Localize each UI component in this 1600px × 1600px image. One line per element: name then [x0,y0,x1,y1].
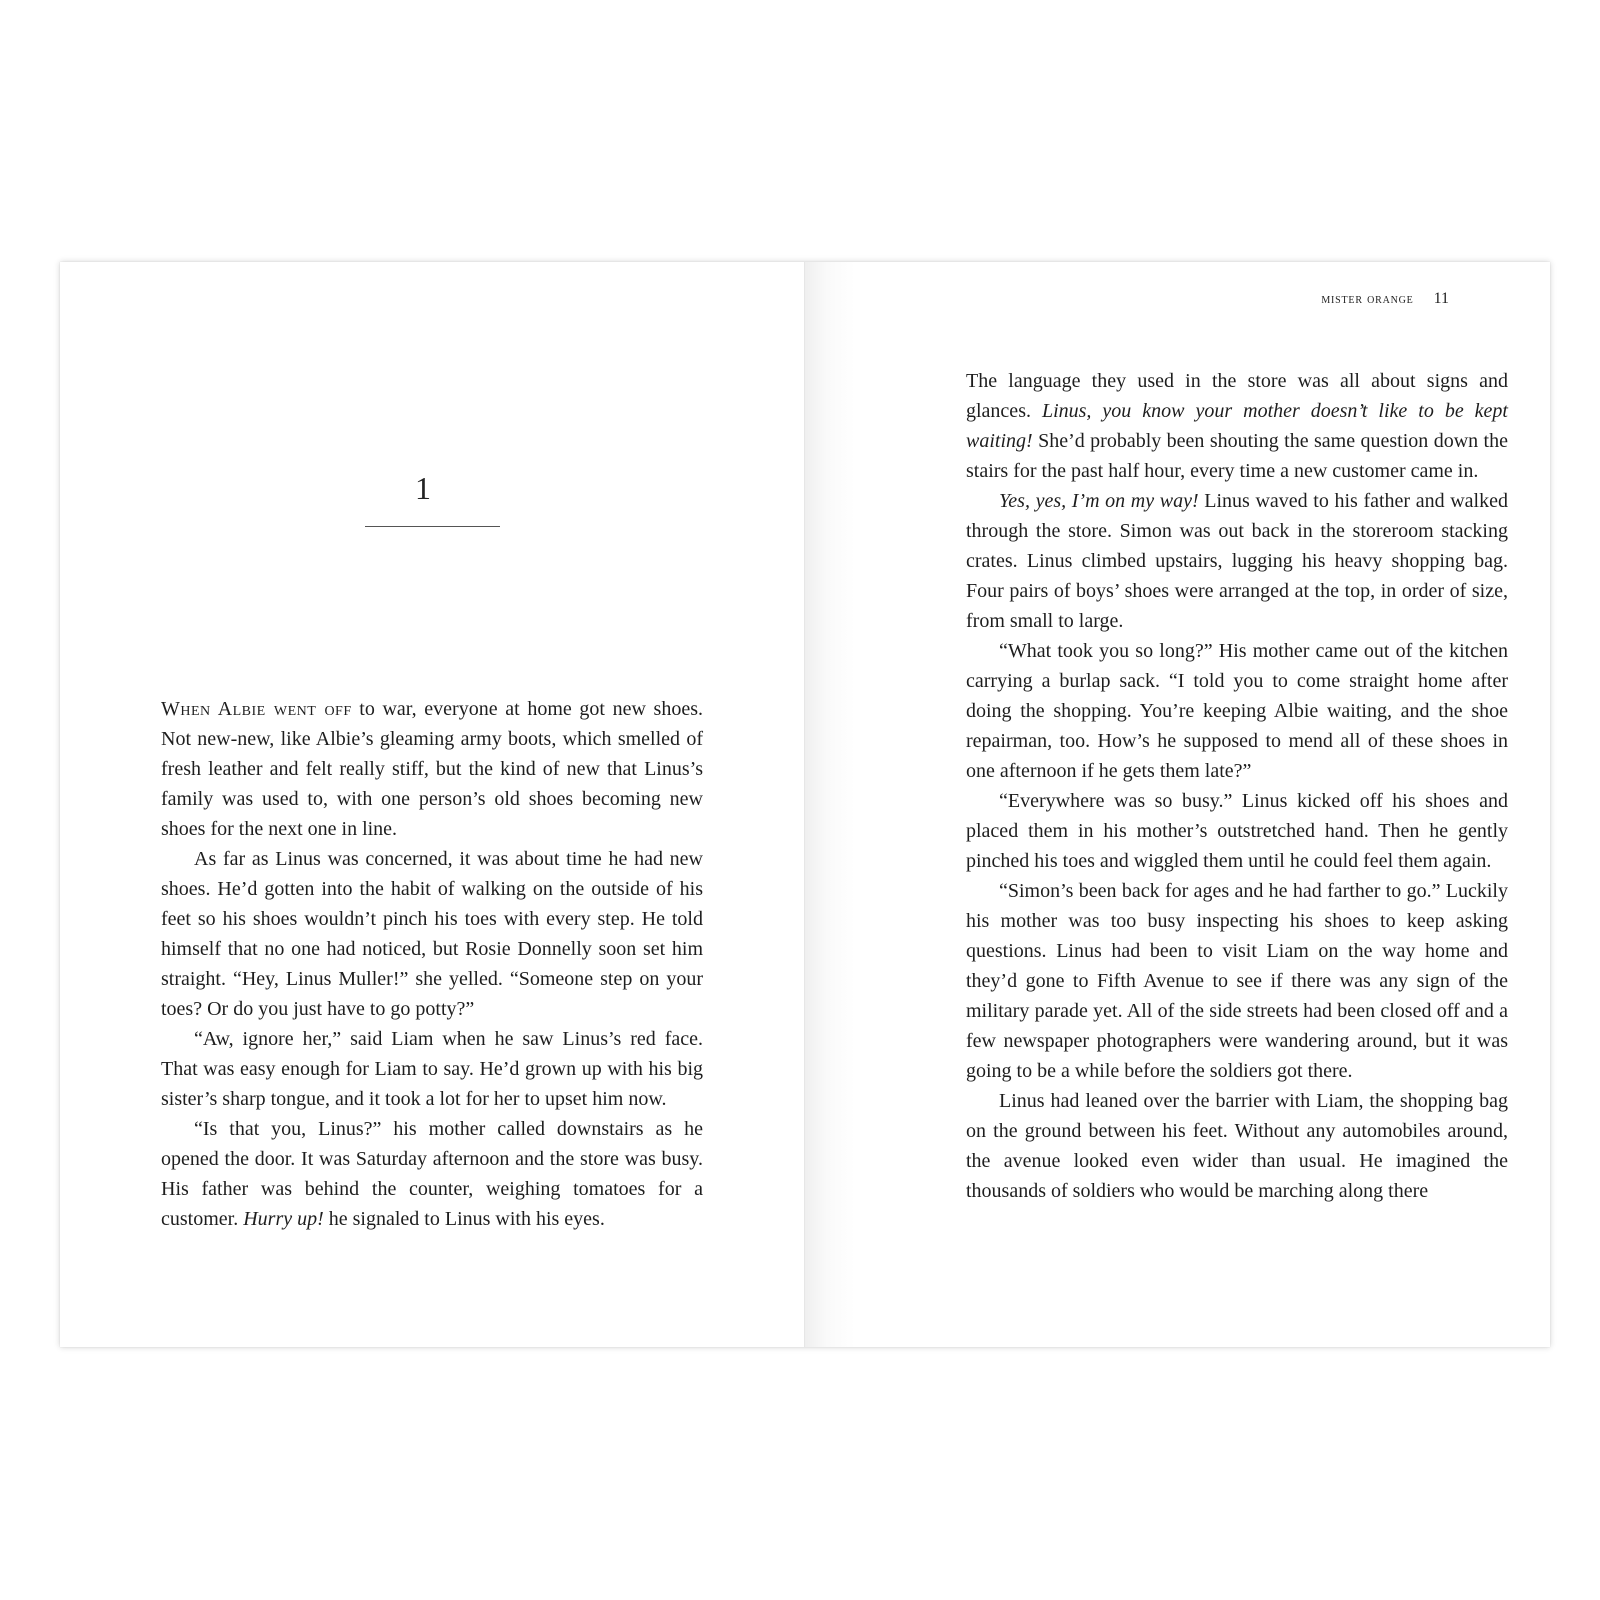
paragraph: “What took you so long?” His mother came out of the kitchen carrying a burlap sack. “I told you to come straight home after doing the shopping. You’re keeping Albie waiting, and the shoe repairman, too. How’s he supposed to mend all of these shoes in one afternoon if he gets them late?” [966,640,1508,782]
italic-text: Hurry up! [243,1208,324,1230]
paragraph: “Simon’s been back for ages and he had farther to go.” Luckily his mother was too busy inspecting his shoes to keep asking questions. Linus had been to visit Liam on the way home and they’d gone to Fifth Avenue to see if there was any sign of the military parade yet. All of the side streets had been closed off and a few newspaper photographers were wandering around, but it was going to be a while before the soldiers got there. [966,880,1508,1082]
paragraph [161,694,703,844]
paragraph-text: Linus waved to his father and walked through the store. Simon was out back in the storeroom stacking crates. Linus climbed upstairs, lugging his heavy shopping bag. Four pairs of boys’ shoes were arranged at the top, in order of size, from small to large. [966,490,1508,632]
chapter-lead-in: When Albie went off [161,698,352,720]
chapter-rule [365,526,500,527]
paragraph-text: She’d probably been shouting the same question down the stairs for the past half hour, every time a new customer came in. [966,430,1508,482]
paragraph: Linus had leaned over the barrier with Liam, the shopping bag on the ground between his feet. Without any automobiles around, the avenue looked even wider than usual. He imagined the thousands of soldiers who would be marching along there [966,1090,1508,1202]
paragraph [966,366,1508,486]
chapter-number: 1 [415,470,431,506]
paragraph-text: he signaled to Linus with his eyes. [323,1208,605,1230]
page-number: 11 [1433,290,1449,307]
paragraph: “Aw, ignore her,” said Liam when he saw Linus’s red face. That was easy enough for Liam to say. He’d grown up with his big sister’s sharp tongue, and it took a lot for her to upset him now. [161,1028,703,1110]
right-page [805,262,1550,1347]
running-title: mister orange [1321,292,1414,307]
paragraph-text: “Is that you, Linus?” his mother called downstairs as he opened the door. It was Saturday afternoon and the store was busy. His father was behind the counter, weighing tomatoes for a customer. [161,1118,703,1230]
paragraph [161,1114,703,1234]
italic-text: Yes, yes, I’m on my way! [999,490,1199,512]
italic-text: Linus, you know your mother doesn’t like to be kept waiting! [966,400,1508,452]
paragraph-text: to war, everyone at home got new shoes. Not new-new, like Albie’s gleaming army boots, which smelled of fresh leather and felt really stiff, but the kind of new that Linus’s family was used to, with one person’s old shoes becoming new shoes for the next one in line. [161,698,704,840]
gutter [804,262,805,1347]
paragraph: “Everywhere was so busy.” Linus kicked off his shoes and placed them in his mother’s outstretched hand. Then he gently pinched his toes and wiggled them until he could feel them again. [966,790,1508,872]
left-page-body [161,694,703,1234]
paragraph-text: The language they used in the store was all about signs and glances. [966,370,1508,422]
book-spread [60,262,1550,1347]
running-head [1321,290,1449,308]
paragraph [966,486,1508,636]
left-page [60,262,805,1347]
paragraph: As far as Linus was concerned, it was about time he had new shoes. He’d gotten into the habit of walking on the outside of his feet so his shoes wouldn’t pinch his toes with every step. He told himself that no one had noticed, but Rosie Donnelly soon set him straight. “Hey, Linus Muller!” she yelled. “Someone step on your toes? Or do you just have to go potty?” [161,848,703,1020]
right-page-body [966,366,1508,1206]
